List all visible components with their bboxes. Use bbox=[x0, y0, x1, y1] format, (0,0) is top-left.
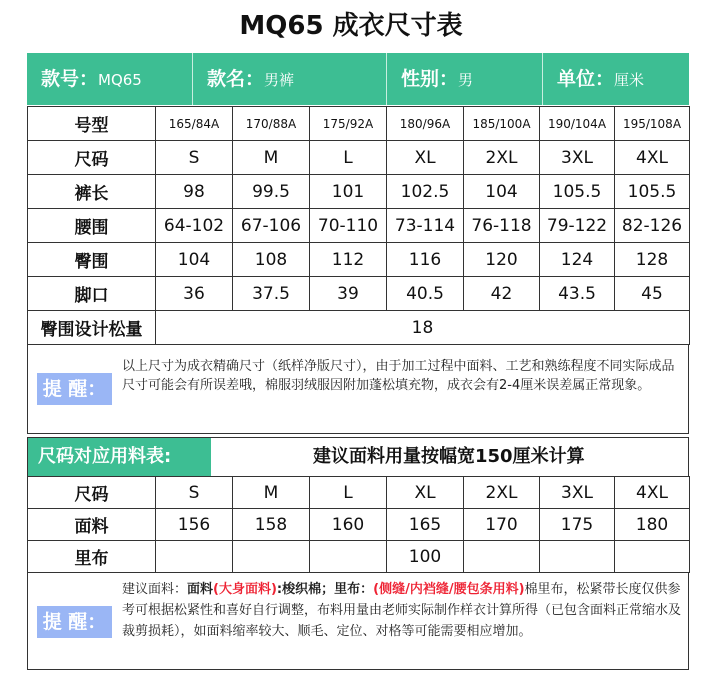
page-title: MQ65 成衣尺寸表 bbox=[239, 11, 463, 41]
size-cell: M bbox=[233, 141, 310, 175]
fabric-cell: 175 bbox=[540, 509, 615, 541]
size-cell: 104 bbox=[156, 243, 233, 277]
size-cell: 124 bbox=[540, 243, 615, 277]
unit-label: 单位： bbox=[557, 68, 615, 90]
size-cell: 120 bbox=[464, 243, 540, 277]
size-cell: 101 bbox=[310, 175, 387, 209]
size-cell: 105.5 bbox=[540, 175, 615, 209]
size-row bbox=[28, 277, 690, 311]
style-name-label: 款名： bbox=[207, 68, 265, 90]
size-row-label: 裤长 bbox=[28, 175, 156, 209]
fabric-cell: 160 bbox=[310, 509, 387, 541]
size-cell: 170/88A bbox=[233, 107, 310, 141]
ease-row bbox=[28, 311, 690, 345]
style-no-value: MQ65 bbox=[98, 71, 142, 89]
fabric-cell: 2XL bbox=[464, 477, 540, 509]
fabric-row-label: 尺码 bbox=[28, 477, 156, 509]
size-cell: 195/108A bbox=[615, 107, 690, 141]
size-row bbox=[28, 209, 690, 243]
reminder-text-2 bbox=[122, 579, 682, 642]
reminder2-part4: :梭织棉； bbox=[276, 582, 335, 597]
fabric-section-header bbox=[27, 437, 689, 477]
size-cell: 128 bbox=[615, 243, 690, 277]
gender-label: 性别： bbox=[401, 68, 459, 90]
ease-value: 18 bbox=[156, 311, 690, 345]
size-cell: 2XL bbox=[464, 141, 540, 175]
size-cell: 116 bbox=[387, 243, 464, 277]
size-cell: 82-126 bbox=[615, 209, 690, 243]
fabric-size-row bbox=[28, 477, 690, 509]
unit-cell bbox=[543, 53, 689, 105]
size-table bbox=[27, 106, 690, 345]
style-no-label: 款号： bbox=[41, 68, 99, 90]
size-cell: 43.5 bbox=[540, 277, 615, 311]
fabric-cell: 165 bbox=[387, 509, 464, 541]
size-cell: 102.5 bbox=[387, 175, 464, 209]
lining-amount-row bbox=[28, 541, 690, 573]
gender-cell bbox=[387, 53, 543, 105]
size-cell: 112 bbox=[310, 243, 387, 277]
size-cell: 104 bbox=[464, 175, 540, 209]
size-row-label: 腰围 bbox=[28, 209, 156, 243]
reminder-box-1 bbox=[27, 345, 689, 434]
size-cell: 98 bbox=[156, 175, 233, 209]
reminder-box-2 bbox=[27, 573, 689, 670]
size-cell: 36 bbox=[156, 277, 233, 311]
reminder2-part2: 面料 bbox=[187, 582, 214, 597]
reminder-badge-1: 提 醒： bbox=[37, 373, 112, 405]
reminder2-part6: (侧缝/内裆缝/腰包条用料) bbox=[373, 582, 525, 597]
ease-label: 臀围设计松量 bbox=[28, 311, 156, 345]
size-cell: 79-122 bbox=[540, 209, 615, 243]
fabric-cell bbox=[156, 541, 233, 573]
fabric-cell: 170 bbox=[464, 509, 540, 541]
size-row bbox=[28, 243, 690, 277]
size-row bbox=[28, 107, 690, 141]
size-cell: 175/92A bbox=[310, 107, 387, 141]
reminder-badge-2: 提 醒： bbox=[37, 606, 112, 638]
fabric-row-label: 面料 bbox=[28, 509, 156, 541]
size-cell: 185/100A bbox=[464, 107, 540, 141]
reminder2-part5: 里布： bbox=[334, 582, 374, 597]
size-cell: 45 bbox=[615, 277, 690, 311]
size-cell: 105.5 bbox=[615, 175, 690, 209]
reminder2-part3: (大身面料) bbox=[213, 582, 277, 597]
fabric-cell: L bbox=[310, 477, 387, 509]
reminder2-part1: 建议面料： bbox=[122, 582, 188, 597]
size-cell: 70-110 bbox=[310, 209, 387, 243]
size-cell: 190/104A bbox=[540, 107, 615, 141]
info-header bbox=[27, 53, 689, 105]
size-row bbox=[28, 175, 690, 209]
size-row-label: 号型 bbox=[28, 107, 156, 141]
size-row-label: 尺码 bbox=[28, 141, 156, 175]
size-cell: 39 bbox=[310, 277, 387, 311]
fabric-section-title: 尺码对应用料表: bbox=[28, 438, 211, 476]
size-row-label: 臀围 bbox=[28, 243, 156, 277]
size-cell: 99.5 bbox=[233, 175, 310, 209]
fabric-cell: M bbox=[233, 477, 310, 509]
reminder2-part7: 棉里布，松紧带长度仅供参考可根据松紧性和喜好自行调整，布料用量由老师实际制作样衣计算所得（已包含面料正常缩水及裁剪损耗），如面料缩率较大、顺毛、定位、对格等可能需要相应增加。 bbox=[122, 582, 682, 639]
size-row-label: 脚口 bbox=[28, 277, 156, 311]
fabric-cell bbox=[615, 541, 690, 573]
size-cell: 67-106 bbox=[233, 209, 310, 243]
style-name-value: 男裤 bbox=[264, 71, 295, 89]
style-name-cell bbox=[193, 53, 387, 105]
size-cell: 64-102 bbox=[156, 209, 233, 243]
size-cell: 76-118 bbox=[464, 209, 540, 243]
size-cell: 108 bbox=[233, 243, 310, 277]
size-cell: 4XL bbox=[615, 141, 690, 175]
size-cell: S bbox=[156, 141, 233, 175]
reminder-text-1: 以上尺寸为成衣精确尺寸（纸样净版尺寸），由于加工过程中面料、工艺和熟练程度不同实际成品尺寸可能会有所误差哦，棉服羽绒服因附加蓬松填充物，成衣会有2-4厘米误差属正常现象。 bbox=[122, 359, 675, 393]
fabric-cell: 156 bbox=[156, 509, 233, 541]
style-no-cell bbox=[27, 53, 193, 105]
fabric-cell bbox=[464, 541, 540, 573]
fabric-cell: 100 bbox=[387, 541, 464, 573]
size-cell: 73-114 bbox=[387, 209, 464, 243]
size-cell: 165/84A bbox=[156, 107, 233, 141]
fabric-cell bbox=[233, 541, 310, 573]
fabric-cell bbox=[310, 541, 387, 573]
size-cell: 40.5 bbox=[387, 277, 464, 311]
fabric-cell: S bbox=[156, 477, 233, 509]
fabric-cell: 4XL bbox=[615, 477, 690, 509]
fabric-cell: XL bbox=[387, 477, 464, 509]
size-row bbox=[28, 141, 690, 175]
fabric-cell: 180 bbox=[615, 509, 690, 541]
fabric-table bbox=[27, 476, 690, 573]
size-cell: 37.5 bbox=[233, 277, 310, 311]
fabric-section-subtitle: 建议面料用量按幅宽150厘米计算 bbox=[313, 446, 585, 467]
size-cell: L bbox=[310, 141, 387, 175]
gender-value: 男 bbox=[458, 71, 474, 89]
size-cell: 3XL bbox=[540, 141, 615, 175]
fabric-cell: 158 bbox=[233, 509, 310, 541]
size-cell: 42 bbox=[464, 277, 540, 311]
size-cell: 180/96A bbox=[387, 107, 464, 141]
fabric-amount-row bbox=[28, 509, 690, 541]
fabric-cell: 3XL bbox=[540, 477, 615, 509]
unit-value: 厘米 bbox=[614, 71, 645, 89]
fabric-row-label: 里布 bbox=[28, 541, 156, 573]
size-cell: XL bbox=[387, 141, 464, 175]
fabric-cell bbox=[540, 541, 615, 573]
